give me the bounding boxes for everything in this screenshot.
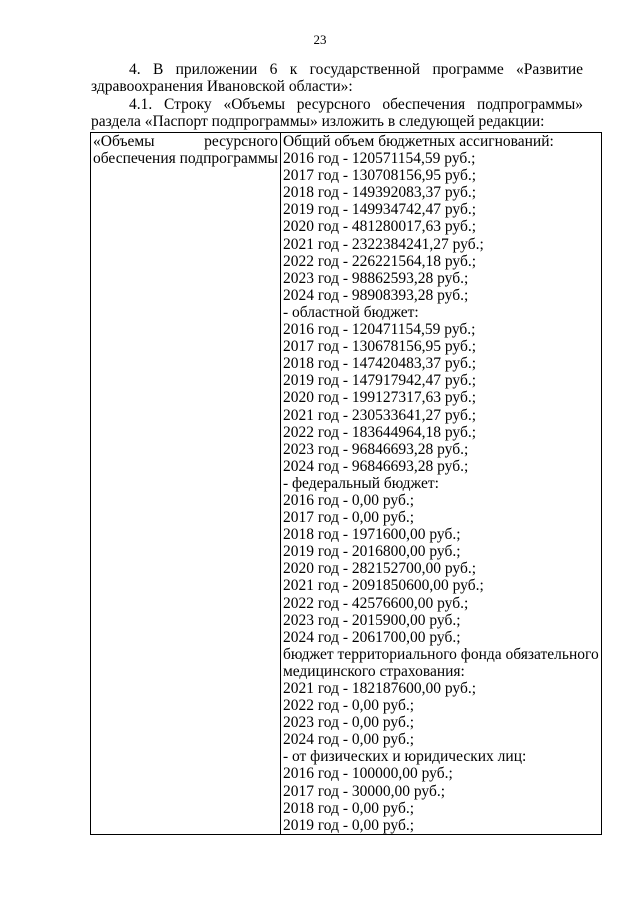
- value-row: 2018 год - 149392083,37 руб.;: [282, 184, 477, 202]
- value-row: 2018 год - 1971600,00 руб.;: [282, 526, 461, 544]
- value-row: 2016 год - 120571154,59 руб.;: [282, 150, 476, 168]
- label-line: обеспечения подпрограммы: [93, 150, 278, 167]
- value-row: - от физических и юридических лиц:: [282, 748, 527, 766]
- value-row: 2024 год - 96846693,28 руб.;: [282, 457, 469, 475]
- paragraph-line: раздела «Паспорт подпрограммы» изложить в следующей редакции:: [91, 113, 545, 130]
- table-cell-label: [91, 133, 281, 835]
- value-row: 2016 год - 120471154,59 руб.;: [282, 321, 476, 339]
- paragraph-item-4: [91, 61, 583, 95]
- value-row: 2020 год - 282152700,00 руб.;: [282, 560, 477, 578]
- value-row: 2023 год - 96846693,28 руб.;: [282, 440, 469, 458]
- value-row: 2019 год - 2016800,00 руб.;: [282, 543, 461, 561]
- value-row: 2017 год - 130678156,95 руб.;: [282, 338, 477, 356]
- value-row: 2016 год - 0,00 руб.;: [282, 491, 415, 509]
- value-row: 2019 год - 149934742,47 руб.;: [282, 201, 477, 219]
- value-row: бюджет территориального фонда обязательного: [282, 645, 599, 663]
- table-cell-values: [280, 133, 601, 835]
- value-row: 2024 год - 0,00 руб.;: [282, 731, 415, 749]
- value-row: 2022 год - 42576600,00 руб.;: [282, 594, 469, 612]
- value-row: 2021 год - 182187600,00 руб.;: [282, 680, 477, 697]
- value-row: 2024 год - 2061700,00 руб.;: [282, 628, 461, 646]
- value-row: 2022 год - 226221564,18 руб.;: [282, 252, 477, 270]
- value-row: - федеральный бюджет:: [282, 474, 439, 492]
- value-row: 2024 год - 98908393,28 руб.;: [282, 286, 469, 304]
- label-word: ресурсного: [204, 133, 278, 150]
- paragraph-line: 4.1. Строку «Объемы ресурсного обеспечения подпрограммы»: [129, 96, 583, 113]
- value-row: 2018 год - 0,00 руб.;: [282, 799, 415, 817]
- value-row: 2022 год - 183644964,18 руб.;: [282, 423, 477, 441]
- label-word: «Объемы: [93, 133, 155, 150]
- value-row: 2017 год - 0,00 руб.;: [282, 509, 415, 527]
- value-row: 2019 год - 147917942,47 руб.;: [282, 372, 477, 390]
- value-row: 2023 год - 2015900,00 руб.;: [282, 611, 461, 629]
- value-row: 2021 год - 2322384241,27 руб.;: [282, 235, 484, 253]
- table-row: [91, 133, 602, 835]
- resource-table: [90, 132, 602, 835]
- value-row: 2021 год - 2091850600,00 руб.;: [282, 577, 484, 595]
- paragraph-item-4-1: [91, 96, 583, 130]
- value-row: 2020 год - 481280017,63 руб.;: [282, 218, 477, 236]
- value-row: - областной бюджет:: [282, 303, 419, 321]
- label-line: [93, 133, 278, 150]
- value-row: 2020 год - 199127317,63 руб.;: [282, 389, 477, 407]
- value-row: 2017 год - 130708156,95 руб.;: [282, 167, 477, 185]
- value-row: 2016 год - 100000,00 руб.;: [282, 765, 453, 783]
- value-row: медицинского страхования:: [282, 662, 465, 680]
- paragraph-line: здравоохранения Ивановской области»:: [91, 78, 353, 95]
- value-row: 2023 год - 0,00 руб.;: [282, 714, 415, 732]
- value-row: Общий объем бюджетных ассигнований:: [282, 133, 554, 150]
- value-row: 2022 год - 0,00 руб.;: [282, 697, 415, 715]
- page-number: 23: [313, 32, 327, 47]
- value-row: 2021 год - 230533641,27 руб.;: [282, 406, 477, 424]
- paragraph-line: 4. В приложении 6 к государственной программе «Развитие: [129, 61, 583, 78]
- value-row: 2023 год - 98862593,28 руб.;: [282, 269, 469, 287]
- value-row: 2017 год - 30000,00 руб.;: [282, 782, 446, 800]
- value-row: 2018 год - 147420483,37 руб.;: [282, 355, 477, 373]
- value-row: 2019 год - 0,00 руб.;: [282, 816, 415, 834]
